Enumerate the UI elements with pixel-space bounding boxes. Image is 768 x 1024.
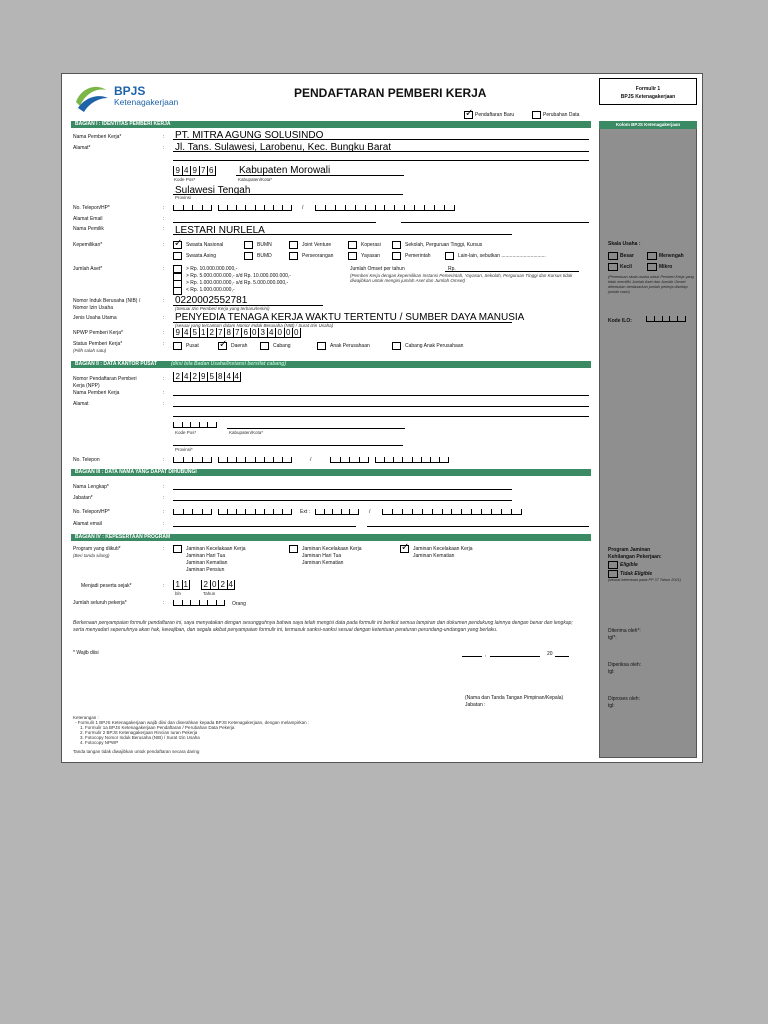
nib-note: (Sesuai Izin Pemberi Kerja yang terbaru/terkini) <box>175 306 270 311</box>
hq-regency-label: Kabupaten/Kota* <box>229 430 264 435</box>
colon: : <box>163 376 165 382</box>
scale-large-label: Besar <box>620 253 634 259</box>
program-option: Jaminan Kematian <box>186 560 228 566</box>
signature-label: (Nama dan Tanda Tangan Pimpinan/Kepala) <box>465 695 564 701</box>
ownership-checkbox-perseorangan[interactable] <box>289 252 298 260</box>
section-3-header <box>71 469 591 476</box>
notes-line: 4. Fotocopy NPWP <box>80 740 119 745</box>
status-option: Pusat <box>186 343 199 349</box>
colon: : <box>163 134 165 140</box>
postal-code-boxes[interactable] <box>173 166 216 176</box>
check-icon: ✓ <box>465 108 474 119</box>
hq-postal-code-input[interactable] <box>173 422 217 428</box>
status-option: Daerah <box>231 343 248 349</box>
mobile-number-input[interactable] <box>315 205 455 211</box>
turnover-note: (Pemberi Kerja dengan kepemilikan Instansi Pemerintah, Yayasan, Sekolah, Perguruan Tinggi dan Kursus tidak diwajibkan untuk mengisi jumlah Aset dan Jumlah Omset) <box>350 273 573 283</box>
checked-date-label: tgl: <box>608 669 615 675</box>
program-option: Jaminan Kecelakaan Kerja <box>413 546 473 552</box>
colon: : <box>163 205 165 211</box>
contact-email-label: Alamat email <box>73 521 102 527</box>
received-date-label: tgl*: <box>608 635 617 641</box>
check-icon: ✓ <box>219 339 228 350</box>
colon: : <box>163 509 165 515</box>
eligible-label: Eligible <box>620 562 638 568</box>
colon: : <box>163 457 165 463</box>
employer-name-label: Nama Pemberi Kerja* <box>73 134 122 140</box>
hq-name-label: Nama Pemberi Kerja <box>73 390 120 396</box>
form-page <box>61 73 703 763</box>
hq-address-label: Alamat <box>73 401 89 407</box>
ownership-option: Swasta Nasional <box>186 242 224 248</box>
colon: : <box>163 266 165 272</box>
digit: 1 <box>173 580 182 589</box>
colon: : <box>163 216 165 222</box>
employer-name-line <box>173 139 589 140</box>
address-line-2 <box>173 160 589 161</box>
turnover-currency: Rp. <box>448 266 456 272</box>
business-type-label: Jenis Usaha Utama <box>73 315 117 321</box>
assets-checkbox-4[interactable] <box>173 287 182 295</box>
checked-by-label: Diperiksa oleh: <box>608 662 642 668</box>
digit: 0 <box>210 580 219 589</box>
status-option: Cabang Anak Perusahaan <box>405 343 464 349</box>
colon: : <box>163 145 165 151</box>
digit: 0 <box>284 328 293 337</box>
province-value[interactable]: Sulawesi Tengah <box>175 185 251 196</box>
employer-name-value[interactable]: PT. MITRA AGUNG SOLUSINDO <box>175 130 324 141</box>
program-option: Jaminan Kematian <box>413 553 455 559</box>
colon: : <box>163 390 165 396</box>
section-3-title: BAGIAN III : DATA NAMA YANG DAPAT DIHUBUNGI <box>75 469 197 475</box>
ownership-checkbox-sekolah[interactable] <box>392 241 401 249</box>
section-4-title: BAGIAN IV : KEPESERTAAN PROGRAM <box>75 534 171 540</box>
digit: 9 <box>190 166 199 175</box>
jkp-program-label: Program Jaminan <box>608 547 651 553</box>
check-icon: ✓ <box>174 238 183 249</box>
data-change-label: Perubahan Data <box>543 112 580 118</box>
section-2-header <box>71 361 591 368</box>
ownership-label: Kepemilikan* <box>73 242 103 248</box>
contact-name-label: Nama Lengkap* <box>73 484 109 490</box>
digit: 4 <box>227 580 236 589</box>
scale-large-checkbox[interactable] <box>608 252 618 260</box>
hq-fax-number-input[interactable] <box>375 457 449 463</box>
form-number: Formulir 1 <box>635 86 661 92</box>
separator: / <box>302 205 304 211</box>
address-value[interactable]: Jl. Tans. Sulawesi, Larobenu, Kec. Bungku Barat <box>175 142 392 153</box>
processed-by-label: Diproses oleh: <box>608 696 640 702</box>
ownership-option: Koperasi <box>361 242 381 248</box>
digit: 2 <box>190 372 199 381</box>
status-checkbox-cabang-anak-perusahaan[interactable] <box>392 342 401 350</box>
assets-option: > Rp. 5.000.000.000,- s/d Rp. 10.000.000.000,- <box>186 273 291 279</box>
contact-position-input[interactable] <box>173 500 512 501</box>
ownership-option: Sekolah, Perguruan Tinggi, Kursus <box>405 242 483 248</box>
contact-mobile-input[interactable] <box>382 509 522 515</box>
nib-label-2: Nomor Izin Usaha <box>73 305 114 311</box>
hq-fax-area-input[interactable] <box>330 457 369 463</box>
status-option: Anak Perusahaan <box>330 343 370 349</box>
ownership-checkbox-bumd[interactable] <box>244 252 253 260</box>
colon: : <box>163 315 165 321</box>
processed-date-label: tgl: <box>608 703 615 709</box>
scale-micro-label: Mikro <box>659 264 673 270</box>
digit: 4 <box>182 372 191 381</box>
colon: : <box>163 242 165 248</box>
notes-line: 1. Formulir 1a BPJS Ketenagakerjaan Pendaftaran / Perubahan Data Pekerja <box>80 725 235 730</box>
regency-line <box>236 175 404 176</box>
hq-regency-input[interactable] <box>227 428 405 429</box>
notes-footer: Tanda tangan tidak diwajibkan untuk pendaftaran secara daring <box>73 749 200 754</box>
assets-checkbox-1[interactable] <box>173 265 182 273</box>
not-eligible-label: Tidak Eligible <box>620 571 653 577</box>
sign-place-input[interactable] <box>462 656 482 657</box>
program-option: Jaminan Kecelakaan Kerja <box>302 546 362 552</box>
hq-phone-area-input[interactable] <box>173 457 212 463</box>
digit: 0 <box>292 328 301 337</box>
contact-phone-area-input[interactable] <box>173 509 212 515</box>
colon: : <box>163 341 165 347</box>
program-note: (Beri tanda silang) <box>73 553 110 558</box>
program-package-3-checkbox[interactable] <box>400 542 410 553</box>
start-date-label: Menjadi peserta sejak* <box>81 583 132 589</box>
assets-option: < Rp. 1.000.000.000,- <box>186 287 235 293</box>
npwp-boxes[interactable] <box>173 328 301 338</box>
eligible-checkbox[interactable] <box>608 561 618 569</box>
digit: 5 <box>190 328 199 337</box>
status-checkbox-cabang[interactable] <box>260 342 269 350</box>
contact-position-label: Jabatan* <box>73 495 93 501</box>
digit: 9 <box>173 166 182 175</box>
email-label: Alamat Email <box>73 216 103 222</box>
business-scale-note: (Penentuan skala usaha untuk Pemberi Kerja yang tidak memiliki Jumlah Aset dan Jumlah Omset ditentukan berdasarkan jumlah pekerja disetiap jumlah rasio) <box>608 275 694 294</box>
hq-phone-label: No. Telepon <box>73 457 100 463</box>
digit: 8 <box>224 328 233 337</box>
digit: 4 <box>182 328 191 337</box>
form-org: BPJS Ketenagakerjaan <box>620 94 676 100</box>
npp-label: Nomor Pendaftaran Pemberi <box>73 376 137 382</box>
workers-unit-label: Orang <box>232 601 246 607</box>
digit: 1 <box>182 580 191 589</box>
not-eligible-checkbox[interactable] <box>608 570 618 578</box>
contact-email-input[interactable] <box>173 526 356 527</box>
notes-line: 2. Formulir 2 BPJS Ketenagakerjaan Rincian Iuran Pekerja <box>80 730 198 735</box>
program-package-2-checkbox[interactable] <box>289 545 298 553</box>
address-line-1 <box>173 151 589 152</box>
ownership-checkbox-pemerintah[interactable] <box>392 252 401 260</box>
digit: 4 <box>224 372 233 381</box>
turnover-input[interactable] <box>445 271 579 272</box>
received-by-label: Diterima oleh*: <box>608 628 641 634</box>
digit: 7 <box>233 328 242 337</box>
ilo-code-label: Kode ILO: <box>608 318 632 324</box>
digit: 3 <box>258 328 267 337</box>
regency-label: Kabupaten/Kota* <box>238 177 273 182</box>
digit: 9 <box>173 328 182 337</box>
digit: 0 <box>250 328 259 337</box>
owner-line <box>173 234 512 235</box>
owner-value[interactable]: LESTARI NURLELA <box>175 225 265 236</box>
province-line <box>173 194 403 195</box>
assets-label: Jumlah Aset* <box>73 266 103 272</box>
phone-number-input[interactable] <box>218 205 292 211</box>
ownership-option: Joint Venture <box>302 242 332 248</box>
ownership-option: Swasta Asing <box>186 253 217 259</box>
colon: : <box>163 583 165 589</box>
colon: : <box>163 546 165 552</box>
contact-phone-label: No. Telepon/HP* <box>73 509 110 515</box>
hq-province-label: Provinsi* <box>175 447 193 452</box>
ownership-checkbox-koperasi[interactable] <box>348 241 357 249</box>
ownership-checkbox-swasta-nasional[interactable] <box>173 238 183 249</box>
separator: / <box>369 509 371 515</box>
contact-phone-number-input[interactable] <box>218 509 292 515</box>
logo-subtitle: Ketenagakerjaan <box>114 97 179 107</box>
digit: 2 <box>218 580 227 589</box>
section-2-note: (diisi bila Badan Usaha/Instansi bersifat cabang) <box>170 361 286 367</box>
program-option: Jaminan Kematian <box>302 560 344 566</box>
colon: : <box>163 521 165 527</box>
digit: 9 <box>199 372 208 381</box>
status-option: Cabang <box>273 343 291 349</box>
data-change-checkbox[interactable] <box>532 111 541 119</box>
section-4-header <box>71 534 591 541</box>
ownership-checkbox-joint-venture[interactable] <box>289 241 298 249</box>
digit: 2 <box>207 328 216 337</box>
scale-micro-checkbox[interactable] <box>647 263 657 271</box>
npwp-label: NPWP Pemberi Kerja* <box>73 330 123 336</box>
nib-label: Nomor Induk Berusaha (NIB) / <box>73 298 141 304</box>
form-number-box <box>599 78 697 105</box>
digit: 7 <box>199 166 208 175</box>
notes-title: Keterangan : <box>73 715 99 720</box>
notes-line: 3. Fotocopy Nomor Induk Berusaha (NIB) / Surat Izin Usaha <box>80 735 200 740</box>
sign-year-input[interactable] <box>555 656 569 657</box>
total-workers-label: Jumlah seluruh pekerja* <box>73 600 127 606</box>
program-option: Jaminan Pensiun <box>186 567 225 573</box>
colon: : <box>163 600 165 606</box>
program-option: Jaminan Kecelakaan Kerja <box>186 546 246 552</box>
regency-value[interactable]: Kabupaten Morowali <box>239 165 331 176</box>
address-label: Alamat* <box>73 145 91 151</box>
province-label: Provinsi <box>175 195 192 200</box>
colon: : <box>163 330 165 336</box>
email-input[interactable] <box>173 222 376 223</box>
business-type-note: (sesuai yang tercantum dalam Nomor Induk Berusaha (NIB) / Surat Izin Usaha) <box>175 323 334 328</box>
colon: : <box>163 495 165 501</box>
new-registration-label: Pendaftaran Baru <box>475 112 515 118</box>
status-checkbox-daerah[interactable] <box>218 339 228 350</box>
digit: 4 <box>267 328 276 337</box>
turnover-label: Jumlah Omset per tahun <box>350 266 405 272</box>
contact-ext-input[interactable] <box>315 509 359 515</box>
ownership-option: Pemerintah <box>405 253 431 259</box>
section-1-title: BAGIAN I : IDENTITAS PEMBERI KERJA <box>75 121 171 127</box>
digit: 8 <box>216 372 225 381</box>
ownership-checkbox-yayasan[interactable] <box>348 252 357 260</box>
ownership-checkbox-swasta-asing[interactable] <box>173 252 182 260</box>
page-title: PENDAFTARAN PEMBERI KERJA <box>294 86 487 100</box>
hq-phone-number-input[interactable] <box>218 457 292 463</box>
digit: 2 <box>201 580 210 589</box>
total-workers-input[interactable] <box>173 600 225 606</box>
phone-label: No. Telepon/HP* <box>73 205 110 211</box>
program-label: Program yang diikuti* <box>73 546 121 552</box>
employer-status-label: Status Pemberi Kerja* <box>73 341 123 347</box>
scale-medium-checkbox[interactable] <box>647 252 657 260</box>
digit: 6 <box>241 328 250 337</box>
ext-label: Ext : <box>300 509 311 515</box>
assets-option: > Rp. 10.000.000.000,- <box>186 266 238 272</box>
hq-address-input-1[interactable] <box>173 406 589 407</box>
jkp-program-label-2: Kehilangan Pekerjaan: <box>608 554 662 560</box>
program-option: Jaminan Hari Tua <box>186 553 226 559</box>
declaration-text: Berkenaan penyampaian formulir pendaftaran ini, saya menyatakan dengan sesungguhnya bahwa saya telah mengisi data pada formulir ini berikut semua lampiran dan dokumen pendukung lainnya dengan benar dan lengkap; serta menyadari sepenuhnya akan hak, kewajiban, dan segala akibat penyampaian formulir ini, termasuk sanksi-sanksi sesuai dengan ketentuan peraturan perundang-undangan yang berlaku. <box>73 620 573 633</box>
ownership-option: BUMN <box>257 242 272 248</box>
scale-small-checkbox[interactable] <box>608 263 618 271</box>
ownership-checkbox-lain-lain[interactable] <box>445 252 454 260</box>
section-2-title: BAGIAN II : DATA KANTOR PUSAT <box>75 361 157 367</box>
month-label: bln <box>175 591 182 596</box>
notes-line: - Formulir 1 BPJS Ketenagakerjaan wajib diisi dan diserahkan kepada BPJS Ketenagakerjaan, dengan melampirkan : <box>75 720 310 725</box>
npp-boxes[interactable] <box>173 372 241 382</box>
ownership-option: Lain-lain, sebutkan ................................ <box>458 253 546 259</box>
digit: 7 <box>216 328 225 337</box>
phone-area-input[interactable] <box>173 205 212 211</box>
new-registration-checkbox[interactable] <box>464 108 474 119</box>
check-icon: ✓ <box>401 542 410 553</box>
business-scale-label: Skala Usaha : <box>608 241 641 247</box>
program-package-1-checkbox[interactable] <box>173 545 182 553</box>
required-note: * Wajib diisi <box>73 650 99 656</box>
sign-date-input[interactable] <box>490 656 540 657</box>
colon: : <box>163 484 165 490</box>
digit: 6 <box>207 166 216 175</box>
start-month-boxes[interactable] <box>173 580 190 590</box>
bpjs-logo-icon <box>72 82 112 114</box>
employer-status-note: (Pilih salah satu) <box>73 348 107 353</box>
hq-postal-code-label: Kode Pos* <box>175 430 197 435</box>
ownership-option: Yayasan <box>361 253 381 259</box>
status-checkbox-pusat[interactable] <box>173 342 182 350</box>
status-checkbox-anak-perusahaan[interactable] <box>317 342 326 350</box>
date-separator: , <box>485 652 487 658</box>
digit: 5 <box>207 372 216 381</box>
ownership-checkbox-bumn[interactable] <box>244 241 253 249</box>
scale-small-label: Kecil <box>620 264 632 270</box>
logo-name: BPJS <box>114 84 146 98</box>
separator: / <box>310 457 312 463</box>
year-label: Tahun <box>203 591 216 596</box>
assets-option: > Rp. 1.000.000.000,- s/d Rp. 5.000.000.000,- <box>186 280 289 286</box>
section-1-header <box>71 121 591 128</box>
digit: 4 <box>182 166 191 175</box>
ilo-code-input[interactable] <box>646 316 686 322</box>
contact-email-domain-input[interactable] <box>367 526 589 527</box>
colon: : <box>163 226 165 232</box>
postal-code-label: Kode Pos* <box>174 177 196 182</box>
npp-label-2: Kerja (NPP) <box>73 383 100 389</box>
signature-position-label: Jabatan : <box>465 702 486 708</box>
program-option: Jaminan Hari Tua <box>302 553 342 559</box>
digit: 1 <box>199 328 208 337</box>
owner-label: Nama Pemilik <box>73 226 104 232</box>
digit: 4 <box>233 372 242 381</box>
hq-name-input[interactable] <box>173 395 589 396</box>
nib-value[interactable]: 0220002552781 <box>175 295 248 306</box>
colon: : <box>163 401 165 407</box>
contact-name-input[interactable] <box>173 489 512 490</box>
date-year-prefix: 20 <box>547 651 553 657</box>
start-year-boxes[interactable] <box>201 580 235 590</box>
business-type-value[interactable]: PENYEDIA TENAGA KERJA WAKTU TERTENTU / SUMBER DAYA MANUSIA <box>175 312 525 323</box>
colon: : <box>163 298 165 304</box>
scale-medium-label: Menengah <box>659 253 684 259</box>
eligibility-note: (sesuai ketentuan pada PP 37 Tahun 2021) <box>608 578 681 582</box>
bpjs-office-column-header: Kolom BPJS Ketenagakerjaan <box>599 121 697 129</box>
ownership-option: Perseorangan <box>302 253 334 259</box>
hq-province-input[interactable] <box>173 445 403 446</box>
digit: 2 <box>173 372 182 381</box>
hq-address-input-2[interactable] <box>173 416 589 417</box>
ownership-option: BUMD <box>257 253 272 259</box>
email-domain-input[interactable] <box>401 222 589 223</box>
digit: 0 <box>275 328 284 337</box>
